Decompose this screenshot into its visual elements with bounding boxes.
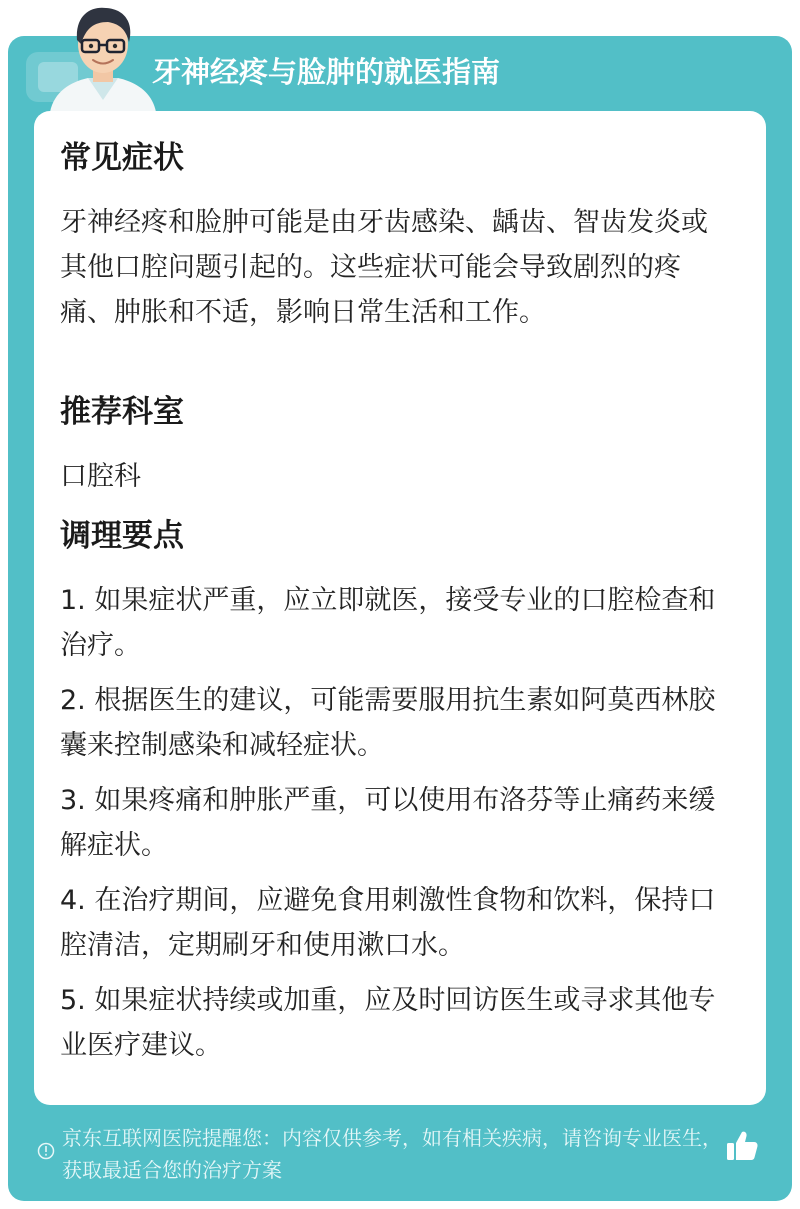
department-text: 口腔科 [60,461,141,492]
info-icon [37,1142,55,1160]
care-item: 4. 在治疗期间，应避免食用刺激性食物和饮料，保持口腔清洁，定期刷牙和使用漱口水。 [60,885,716,961]
care-item: 5. 如果症状持续或加重，应及时回访医生或寻求其他专业医疗建议。 [60,985,716,1061]
section-title-care: 调理要点 [60,518,184,554]
thumbs-up-icon[interactable] [724,1128,760,1164]
care-item: 1. 如果症状严重，应立即就医，接受专业的口腔检查和治疗。 [60,585,716,661]
symptoms-text: 牙神经疼和脸肿可能是由牙齿感染、龋齿、智齿发炎或其他口腔问题引起的。这些症状可能会导致剧烈的疼痛、肿胀和不适，影响日常生活和工作。 [60,207,708,328]
care-item: 2. 根据医生的建议，可能需要服用抗生素如阿莫西林胶囊来控制感染和减轻症状。 [60,685,716,761]
section-title-symptoms: 常见症状 [60,140,184,176]
care-item: 3. 如果疼痛和肿胀严重，可以使用布洛芬等止痛药来缓解症状。 [60,785,716,861]
section-title-department: 推荐科室 [60,394,184,430]
doctor-avatar-icon [48,0,158,112]
page-title: 牙神经疼与脸肿的就医指南 [152,55,501,89]
footer-disclaimer: 京东互联网医院提醒您：内容仅供参考，如有相关疾病，请咨询专业医生，获取最适合您的治疗方案 [62,1126,722,1182]
